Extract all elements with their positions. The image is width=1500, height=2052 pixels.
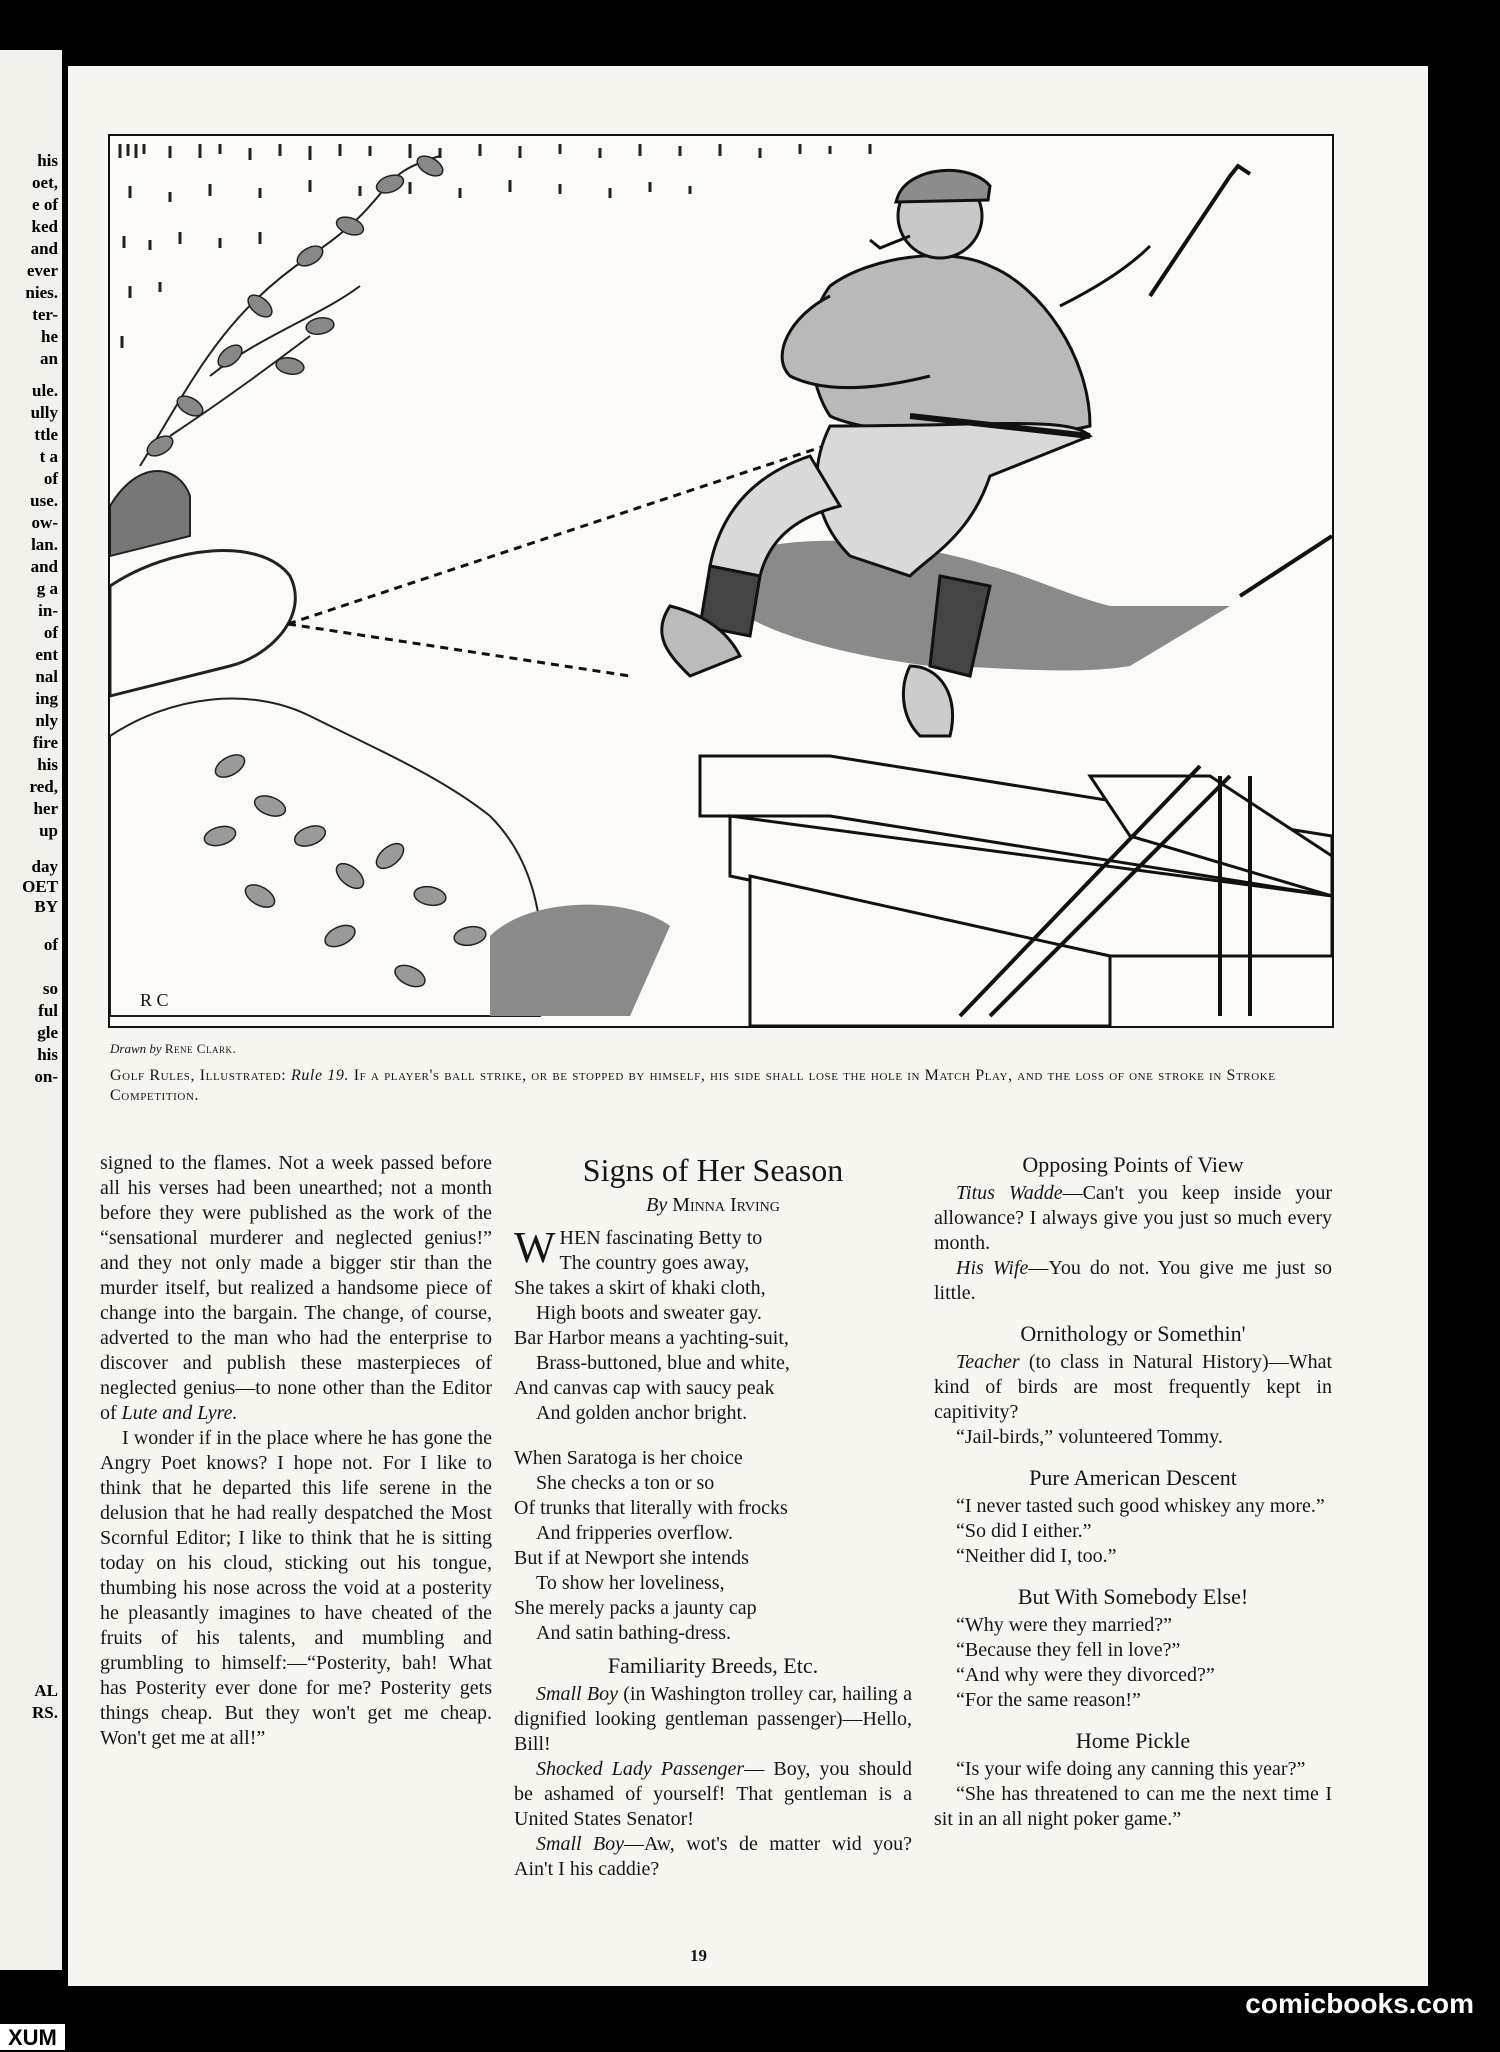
golfer-arm-right bbox=[1060, 246, 1150, 306]
margin-fragment: BY bbox=[34, 897, 58, 916]
story-paragraph-1: signed to the flames. Not a week passed before all his verses had been unearthed; not a month before they were published as the work of the “sensational murderer and neglected genius!” and they not only made a bigger stir than the murder itself, but realized a handsome piece of change into the bargain. The change, of course, adverted to the man who had the enterprise to discover and publish these masterpieces of neglected genius—to none other than the Editor of Lute and Lyre. bbox=[100, 1152, 492, 1424]
bunker bbox=[110, 551, 295, 696]
magazine-page bbox=[68, 66, 1428, 1986]
descent-line-3: “Neither did I, too.” bbox=[956, 1545, 1117, 1567]
poem-line: HEN fascinating Betty to bbox=[559, 1227, 763, 1249]
margin-fragment: nly bbox=[35, 711, 58, 730]
margin-fragment: of bbox=[43, 469, 58, 488]
opposing-line-2: His Wife—You do not. You give me just so little. bbox=[934, 1257, 1332, 1304]
margin-fragment: ter- bbox=[32, 305, 58, 324]
margin-fragment: so bbox=[42, 979, 58, 998]
margin-fragment: e of bbox=[32, 195, 58, 214]
golfer-club bbox=[1150, 166, 1250, 296]
golfer-cap bbox=[896, 170, 990, 202]
watermark: comicbooks.com bbox=[1245, 1988, 1474, 2019]
poem-line: Bar Harbor means a yachting-suit, bbox=[514, 1327, 789, 1349]
column-story-continued bbox=[100, 1151, 492, 1751]
caption-text: If a player's ball strike, or be stopped by himself, his side shall lose the hole in Match Play, and the loss of one stroke in Stroke Competition. bbox=[110, 1067, 1276, 1104]
margin-fragment: his bbox=[37, 755, 58, 774]
margin-fragment: in- bbox=[38, 601, 58, 620]
margin-fragment: he bbox=[41, 327, 58, 346]
margin-fragment: ful bbox=[38, 1001, 58, 1020]
golf-illustration bbox=[108, 134, 1334, 1028]
margin-fragment: gle bbox=[37, 1023, 58, 1042]
poem-line: Brass-buttoned, blue and white, bbox=[536, 1352, 790, 1374]
margin-fragment: his bbox=[37, 1045, 58, 1064]
page-number: 19 bbox=[690, 1946, 707, 1965]
margin-fragment: his bbox=[37, 151, 58, 170]
margin-fragment: oet, bbox=[32, 173, 58, 192]
margin-fragment: g a bbox=[36, 579, 58, 598]
somebody-title: But With Somebody Else! bbox=[1017, 1584, 1249, 1609]
ornithology-line-2: “Jail-birds,” volunteered Tommy. bbox=[956, 1426, 1223, 1448]
descent-line-1: “I never tasted such good whiskey any more.” bbox=[956, 1495, 1325, 1517]
somebody-line-3: “And why were they divorced?” bbox=[956, 1664, 1215, 1686]
ground-shadow bbox=[490, 905, 670, 1016]
drop-cap: W bbox=[514, 1223, 556, 1272]
poem-line: Of trunks that literally with frocks bbox=[514, 1497, 788, 1519]
poem-line: And golden anchor bright. bbox=[536, 1402, 748, 1424]
descent-title: Pure American Descent bbox=[1029, 1465, 1237, 1490]
stairs bbox=[700, 756, 1332, 1026]
credit-prefix: Drawn by bbox=[110, 1041, 162, 1056]
column-jokes bbox=[934, 1151, 1332, 1832]
margin-fragment: ttle bbox=[34, 425, 58, 444]
poem-line: She takes a skirt of khaki cloth, bbox=[514, 1277, 766, 1299]
illustration-credit bbox=[110, 1041, 236, 1057]
descent-line-2: “So did I either.” bbox=[956, 1520, 1092, 1542]
margin-fragment: RS. bbox=[32, 1703, 58, 1722]
margin-fragment: ully bbox=[30, 403, 58, 422]
shaded-mound bbox=[110, 471, 190, 556]
golfer bbox=[662, 166, 1250, 736]
previous-page-edge bbox=[0, 50, 62, 1970]
poem-line: She checks a ton or so bbox=[536, 1472, 715, 1494]
margin-fragment: ever bbox=[26, 261, 58, 280]
familiarity-line-1: Small Boy (in Washington trolley car, hailing a dignified looking gentleman passenger)—Hello, Bill! bbox=[514, 1683, 912, 1755]
somebody-line-2: “Because they fell in love?” bbox=[956, 1639, 1181, 1661]
margin-fragment: day bbox=[31, 857, 58, 876]
poem-line: And satin bathing-dress. bbox=[536, 1622, 731, 1644]
opposing-line-1: Titus Wadde—Can't you keep inside your allowance? I always give you just so much every month. bbox=[934, 1182, 1332, 1254]
story-paragraph-2: I wonder if in the place where he has gone the Angry Poet knows? I hope not. For I like to think that he departed this life serene in the delusion that he had really despatched the Most Scornful Editor; I like to think that he is sitting today on his cloud, sticking out his tongue, thumbing his nose across the void at a posterity he pleasantly imagines to have cheated of the fruits of his talents, and mumbling and grumbling to himself:—“Posterity, bah! What has Posterity ever done for me? Posterity gets things cheap. But they won't get me cheap. Won't get me at all!” bbox=[100, 1427, 492, 1749]
margin-fragment: and bbox=[30, 239, 58, 258]
poem-line: But if at Newport she intends bbox=[514, 1547, 749, 1569]
golfer-trousers bbox=[817, 424, 1090, 577]
margin-fragment: of bbox=[43, 623, 58, 642]
golfer-shoe-back bbox=[903, 666, 952, 736]
margin-fragment: fire bbox=[32, 733, 58, 752]
margin-fragment: ing bbox=[35, 689, 58, 708]
pickle-title: Home Pickle bbox=[1075, 1728, 1191, 1753]
margin-fragment: lan. bbox=[31, 535, 58, 554]
poem-line: And fripperies overflow. bbox=[536, 1522, 733, 1544]
poem-stanza-1 bbox=[514, 1223, 912, 1426]
margin-fragment: use. bbox=[30, 491, 58, 510]
poem-line: High boots and sweater gay. bbox=[536, 1302, 762, 1324]
pickle-line-1: “Is your wife doing any canning this year?” bbox=[956, 1758, 1306, 1780]
poem-title: Signs of Her Season bbox=[582, 1152, 844, 1188]
somebody-line-1: “Why were they married?” bbox=[956, 1614, 1172, 1636]
familiarity-title: Familiarity Breeds, Etc. bbox=[607, 1653, 819, 1678]
opposing-title: Opposing Points of View bbox=[1022, 1152, 1244, 1177]
margin-fragment: t a bbox=[39, 447, 58, 466]
poem-line: When Saratoga is her choice bbox=[514, 1447, 743, 1469]
familiarity-line-2: Shocked Lady Passenger— Boy, you should be ashamed of yourself! That gentleman is a United States Senator! bbox=[514, 1758, 912, 1830]
poem-stanza-2 bbox=[514, 1446, 912, 1646]
margin-fragment: AL bbox=[34, 1681, 58, 1700]
vine bbox=[140, 156, 440, 466]
margin-fragment: on- bbox=[34, 1067, 58, 1086]
margin-fragment: ent bbox=[35, 645, 58, 664]
margin-fragment: and bbox=[30, 557, 58, 576]
margin-fragment: an bbox=[40, 349, 58, 368]
margin-fragment: red, bbox=[29, 777, 58, 796]
golfer-pipe bbox=[870, 236, 910, 248]
margin-fragment: of bbox=[43, 935, 58, 954]
corner-badge: XUM bbox=[0, 2024, 65, 2050]
familiarity-line-3: Small Boy—Aw, wot's de matter wid you? Ain't I his caddie? bbox=[514, 1833, 912, 1880]
poem-line: She merely packs a jaunty cap bbox=[514, 1597, 757, 1619]
poem-line: To show her loveliness, bbox=[536, 1572, 725, 1594]
margin-fragment: her bbox=[33, 799, 58, 818]
vine-leaves bbox=[144, 152, 446, 460]
ornithology-line-1: Teacher (to class in Natural History)—What kind of birds are most frequently kept in capitivity? bbox=[934, 1351, 1332, 1423]
caption-lead: Golf Rules, Illustrated: bbox=[110, 1067, 287, 1084]
margin-fragment: ked bbox=[31, 217, 58, 236]
monogram: R C bbox=[140, 990, 169, 1010]
margin-fragment: ule. bbox=[32, 381, 58, 400]
column-poem bbox=[514, 1151, 912, 1882]
margin-fragment: OET bbox=[22, 877, 58, 896]
flag-stick bbox=[1240, 536, 1332, 596]
poem-line: The country goes away, bbox=[559, 1252, 750, 1274]
pickle-line-2: “She has threatened to can me the next time I sit in an all night poker game.” bbox=[934, 1783, 1332, 1830]
poem-line: And canvas cap with saucy peak bbox=[514, 1377, 775, 1399]
ornithology-title: Ornithology or Somethin' bbox=[1020, 1321, 1246, 1346]
illustration-caption bbox=[110, 1066, 1332, 1106]
poem-byline: By Minna Irving bbox=[646, 1194, 780, 1216]
credit-artist: Rene Clark. bbox=[164, 1041, 237, 1056]
margin-fragment: ow- bbox=[31, 513, 58, 532]
margin-fragment: nies. bbox=[25, 283, 58, 302]
somebody-line-4: “For the same reason!” bbox=[956, 1689, 1141, 1711]
margin-fragment: nal bbox=[35, 667, 58, 686]
margin-fragment: up bbox=[39, 821, 58, 840]
caption-rule: Rule 19. bbox=[290, 1067, 350, 1084]
